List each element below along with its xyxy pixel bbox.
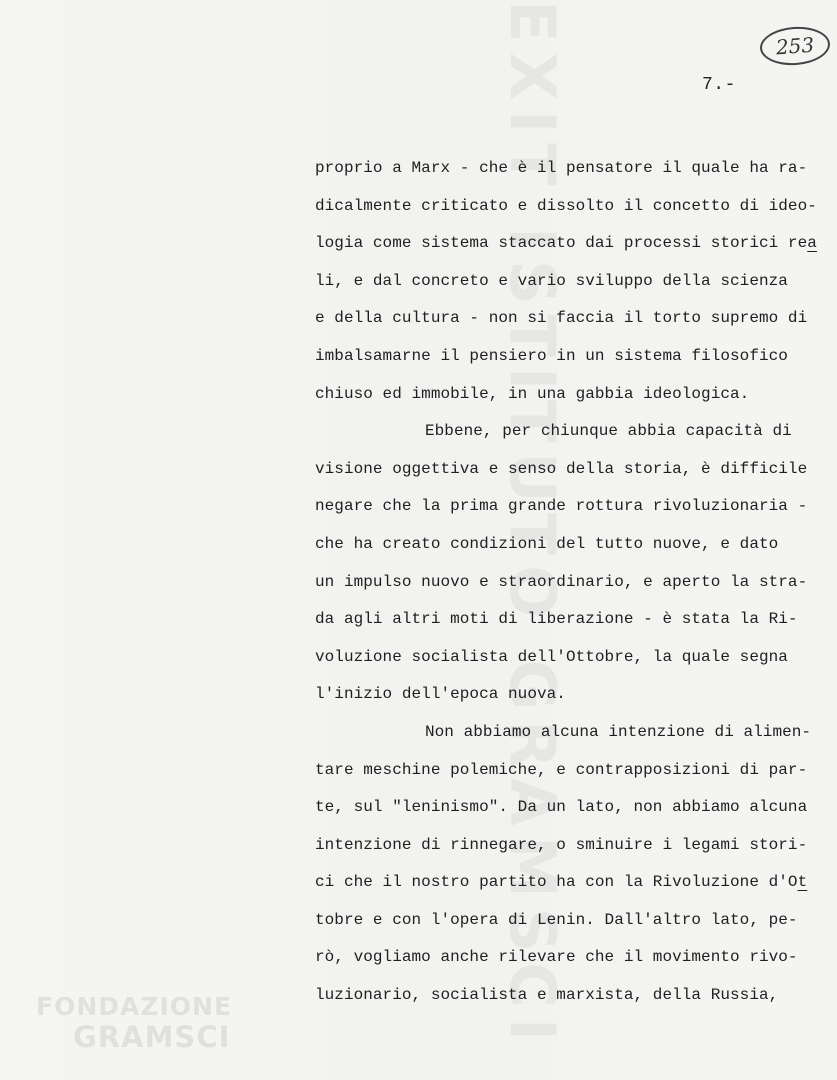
text-line-9: visione oggettiva e senso della storia, è difficile <box>315 459 808 478</box>
document-text <box>315 150 835 1015</box>
text-line-2: dicalmente criticato e dissolto il concetto di ideo- <box>315 196 817 215</box>
text-line-14: voluzione socialista dell'Ottobre, la quale segna <box>315 647 788 666</box>
text-line-15: l'inizio dell'epoca nuova. <box>315 685 566 704</box>
text-line-7: chiuso ed immobile, in una gabbia ideologica. <box>315 384 750 403</box>
text-line-16: Non abbiamo alcuna intenzione di alimen- <box>425 722 812 741</box>
text-line-23: luzionario, socialista e marxista, della Russia, <box>315 986 779 1005</box>
archive-watermark: EXIT ISTITUTO GRAMSCI <box>496 0 569 1051</box>
text-line-12: un impulso nuovo e straordinario, e aperto la stra- <box>315 572 808 591</box>
text-line-6: imbalsamarne il pensiero in un sistema filosofico <box>315 346 788 365</box>
underlined-text-fragment: t <box>797 873 808 892</box>
text-line-20 <box>315 864 835 902</box>
text-line-main: logia come sistema staccato dai processi storici re <box>315 234 808 253</box>
text-line-13: da agli altri moti di liberazione - è stata la Ri- <box>315 610 798 629</box>
archive-logo-line-1: FONDAZIONE <box>36 992 233 1021</box>
text-line-19: intenzione di rinnegare, o sminuire i legami stori- <box>315 835 808 854</box>
text-line-1: proprio a Marx - che è il pensatore il quale ha ra- <box>315 159 808 177</box>
text-line-4: li, e dal concreto e vario sviluppo della scienza <box>315 271 788 290</box>
underlined-text-fragment: a <box>807 234 817 253</box>
text-line-17: tare meschine polemiche, e contrapposizioni di par- <box>315 760 808 779</box>
archive-logo-line-2: GRAMSCI <box>73 1020 231 1054</box>
text-line-22: rò, vogliamo anche rilevare che il movimento rivo- <box>315 948 798 967</box>
archive-number-stamp: 253 <box>759 25 831 68</box>
text-line-main: ci che il nostro partito ha con la Rivoluzione d'O <box>315 873 798 892</box>
text-line-10: negare che la prima grande rottura rivoluzionaria - <box>315 497 808 516</box>
page-number: 7.- <box>702 75 736 95</box>
archive-logo <box>18 992 233 1054</box>
text-line-3 <box>315 225 835 263</box>
text-line-21: tobre e con l'opera di Lenin. Dall'altro lato, pe- <box>315 910 798 929</box>
text-line-5: e della cultura - non si faccia il torto supremo di <box>315 309 808 328</box>
text-line-8: Ebbene, per chiunque abbia capacità di <box>425 422 792 441</box>
text-line-18: te, sul "leninismo". Da un lato, non abbiamo alcuna <box>315 798 808 817</box>
text-line-11: che ha creato condizioni del tutto nuove, e dato <box>315 534 779 553</box>
